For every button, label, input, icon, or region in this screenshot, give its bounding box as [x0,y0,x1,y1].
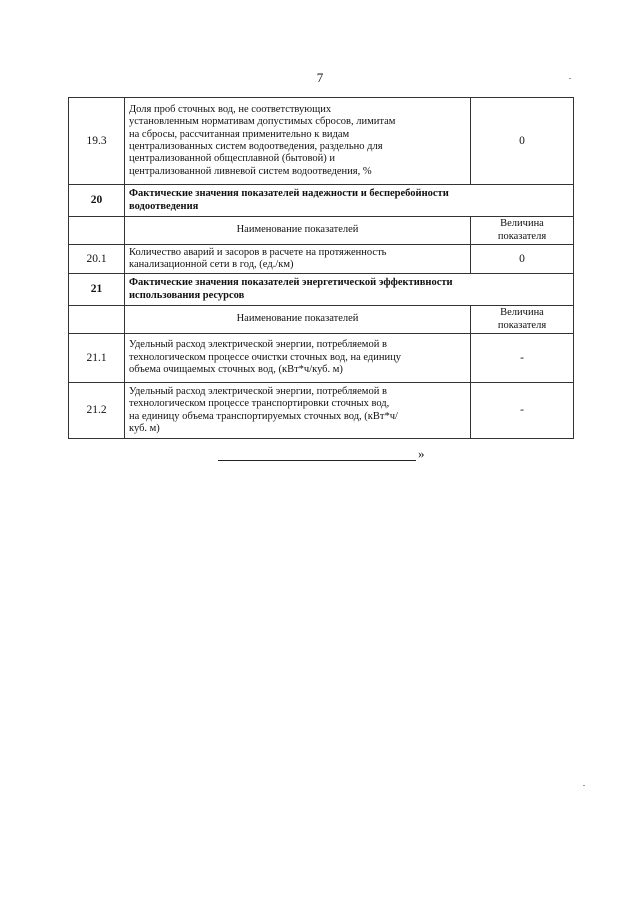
section-title [125,185,574,217]
text-line: показателя [497,319,547,331]
text-line: Величина [500,218,544,230]
text-line: канализационной сети в год, (ед./км) [129,259,294,270]
scan-speck [569,78,571,79]
text-line: показателя [497,230,547,242]
row-number: 21.2 [69,383,125,439]
text-line: централизованных систем водоотведения, раздельно для [129,141,383,152]
indicator-name [125,383,471,439]
text-line: использования ресурсов [129,289,245,301]
section-row-20 [69,185,574,217]
indicator-name [125,245,471,274]
indicator-value: - [471,334,574,383]
text-line: Доля проб сточных вод, не соответствующих [129,103,332,115]
column-header-row-20 [69,217,574,245]
text-line: Удельный расход электрической энергии, потребляемой в [129,339,387,351]
indicators-table [68,97,574,439]
text-line: объема очищаемых сточных вод, (кВт*ч/куб. м) [129,364,343,376]
text-line: Величина [500,307,544,319]
section-number: 21 [69,274,125,306]
table-row-19-3 [69,98,574,185]
text-line: Удельный расход электрической энергии, потребляемой в [129,385,387,397]
column-header-row-21 [69,306,574,334]
text-line: куб. м) [129,422,160,434]
indicator-value: 0 [471,245,574,274]
section-row-21 [69,274,574,306]
text-line: централизованной ливневой систем водоотведения, % [129,165,372,177]
value-column-header [471,217,574,245]
value-column-header [471,306,574,334]
text-line: установленным нормативам допустимых сбросов, лимитам [129,116,396,128]
row-number: 21.1 [69,334,125,383]
section-number: 20 [69,185,125,217]
empty-cell [69,217,125,245]
text-line: технологическом процессе очистки сточных вод, на единицу [129,351,401,363]
table-row-21-1 [69,334,574,383]
text-line: водоотведения [129,200,199,212]
section-title [125,274,574,306]
indicator-name [125,334,471,383]
table-row-20-1 [69,245,574,274]
empty-cell [69,306,125,334]
page-number: 7 [316,70,324,85]
scan-speck [583,785,585,786]
name-column-header: Наименование показателей [125,306,471,334]
row-number: 19.3 [69,98,125,185]
table-row-21-2 [69,383,574,439]
closing-quote: » [418,446,425,461]
name-column-header: Наименование показателей [125,217,471,245]
text-line: Фактические значения показателей надежности и бесперебойности [129,188,449,200]
indicator-value: 0 [471,98,574,185]
row-number: 20.1 [69,245,125,274]
text-line: на сбросы, рассчитанная применительно к видам [129,128,350,140]
text-line: Фактические значения показателей энергетической эффективности [129,277,453,289]
text-line: централизованной общесплавной (бытовой) и [129,153,335,165]
text-line: на единицу объема транспортируемых сточных вод, (кВт*ч/ [129,410,398,422]
text-line: Количество аварий и засоров в расчете на протяженность [129,246,387,258]
text-line: технологическом процессе транспортировки сточных вод, [129,398,390,410]
indicator-name [125,98,471,185]
indicator-value: - [471,383,574,439]
signature-line [218,459,416,461]
